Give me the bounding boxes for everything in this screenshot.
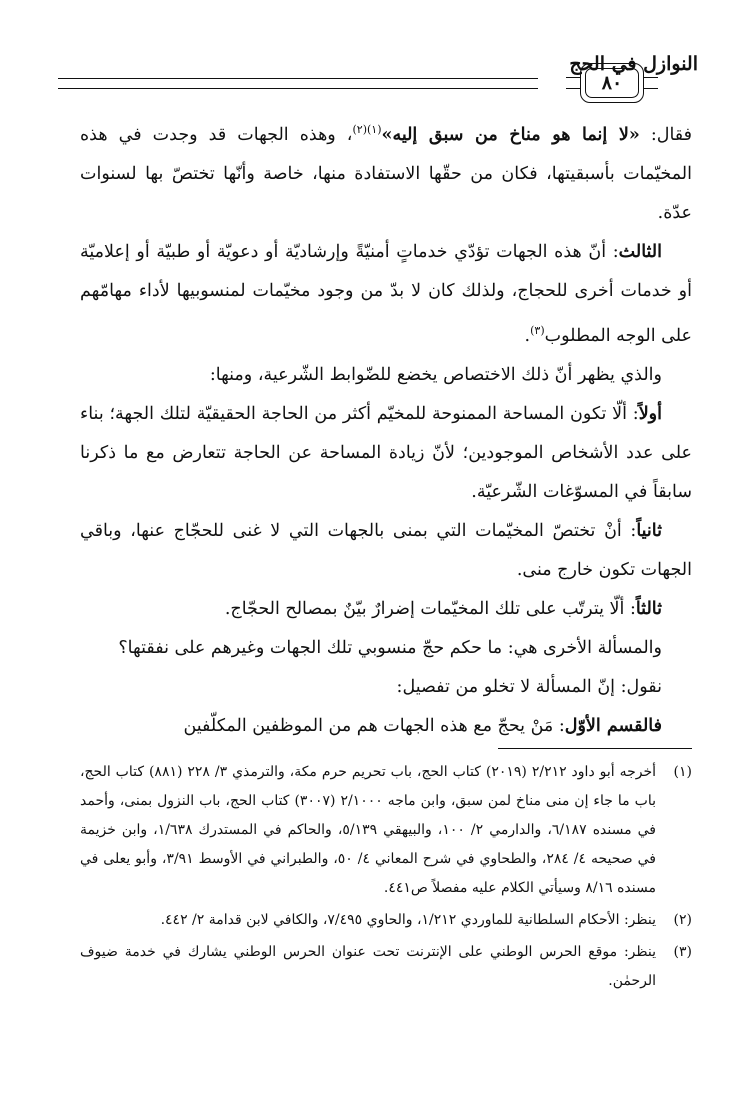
- label-third: الثالث: [618, 241, 662, 262]
- p2-end: .: [524, 325, 531, 346]
- p4-text: : ألّا تكون المساحة الممنوحة للمخيّم أكثر من الحاجة الحقيقيّة لتلك الجهة؛ بناء على عدد الأشخاص الموجودين؛ لأنّ زيادة المساحة عن الحاجة تتعارض مع ما ذكرنا سابقاً في المسوّغات الشّرعيّة.: [80, 403, 692, 502]
- footnotes: [80, 758, 692, 999]
- page-header: [58, 50, 698, 100]
- badge-ornament-left: [566, 77, 580, 89]
- p1-rest: ، وهذه الجهات قد وجدت في هذه المخيّمات بأسبقيتها، فكان من حقّها الاستفادة منها، خاصة وأنّها تختصّ بها لسنوات عدّة.: [80, 124, 692, 223]
- paragraph-conditions-intro: والذي يظهر أنّ ذلك الاختصاص يخضع للضّوابط الشّرعية، ومنها:: [209, 364, 662, 385]
- paragraph-first-section: [80, 707, 692, 746]
- footnote-number: (٣): [673, 944, 692, 960]
- p2-text: : أنّ هذه الجهات تؤدّي خدماتٍ أمنيّةً وإرشاديّة أو دعويّة أو طبيّة أو إعلاميّة أو خدمات أخرى للحجاج، ولذلك كان لا بدّ من وجود مخيّمات لمنسوبيها لأداء مهامّهم على الوجه المطلوب: [80, 241, 692, 346]
- footnote-number: (١): [673, 764, 692, 780]
- page-number: ٨٠: [585, 68, 639, 98]
- footnote: [80, 758, 692, 903]
- footnote: [80, 906, 692, 935]
- paragraph-thirdly: [80, 590, 692, 629]
- footnote-ref-3: (٣): [530, 323, 545, 337]
- running-title: النوازل في الحج: [569, 53, 698, 75]
- footnote: [80, 938, 692, 996]
- footnote-text: ينظر: الأحكام السلطانية للماوردي ١/٢١٢، والحاوي ٧/٤٩٥، والكافي لابن قدامة ٢/ ٤٤٢.: [160, 912, 656, 928]
- footnote-separator: [498, 748, 692, 749]
- label-second: ثانياً: [636, 520, 662, 541]
- footnote-ref-1-2: (١)(٢): [352, 123, 382, 136]
- paragraph-second: [80, 512, 692, 590]
- footnote-text: ينظر: موقع الحرس الوطني على الإنترنت تحت عنوان الحرس الوطني يشارك في خدمة ضيوف الرحمٰن.: [80, 944, 656, 989]
- paragraph-third: [80, 233, 692, 356]
- p1-lead: فقال:: [639, 124, 692, 145]
- badge-ornament-right: [644, 77, 658, 89]
- label-first: أولاً: [638, 403, 662, 424]
- paragraph-answer-intro: نقول: إنّ المسألة لا تخلو من تفصيل:: [396, 676, 662, 697]
- paragraph-1: [80, 110, 692, 233]
- label-thirdly: ثالثاً: [635, 598, 662, 619]
- p6-text: : ألّا يترتّب على تلك المخيّمات إضرارٌ بيّنٌ بمصالح الحجّاج.: [224, 598, 636, 619]
- hadith-quote: «لا إنما هو مناخ من سبق إليه»: [381, 124, 640, 145]
- p9-text: : مَنْ يحجّ مع هذه الجهات هم من الموظفين المكلّفين: [183, 715, 565, 736]
- main-text: [80, 110, 692, 746]
- paragraph-question: والمسألة الأخرى هي: ما حكم حجّ منسوبي تلك الجهات وغيرهم على نفقتها؟: [118, 637, 662, 658]
- p5-text: : أنْ تختصّ المخيّمات التي بمنى بالجهات التي لا غنى للحجّاج عنها، وباقي الجهات تكون خارج منى.: [80, 520, 692, 580]
- header-rule-bottom: [58, 88, 538, 89]
- header-rule-top: [58, 78, 538, 79]
- paragraph-first: [80, 395, 692, 512]
- footnote-number: (٢): [673, 912, 692, 928]
- label-first-section: فالقسم الأوّل: [564, 715, 662, 736]
- footnote-text: أخرجه أبو داود ٢/٢١٢ (٢٠١٩) كتاب الحج، باب تحريم حرم مكة، والترمذي ٣/ ٢٢٨ (٨٨١) كتاب الحج، باب ما جاء إن منى مناخ لمن سبق، وابن ماجه ٢/١٠٠٠ (٣٠٠٧) كتاب الحج، باب النزول بمنى، وأحمد في مسنده ٦/١٨٧، والدارمي ٢/ ١٠٠، والبيهقي ٥/١٣٩، والحاكم في المستدرك ١/٦٣٨، وابن خزيمة في صحيحه ٤/ ٢٨٤، والطحاوي في شرح المعاني ٤/ ٥٠، والطبراني في الأوسط ٣/٩١، وأبو يعلى في مسنده ٨/١٦ وسيأتي الكلام عليه مفصلاً ص٤٤١.: [80, 764, 656, 896]
